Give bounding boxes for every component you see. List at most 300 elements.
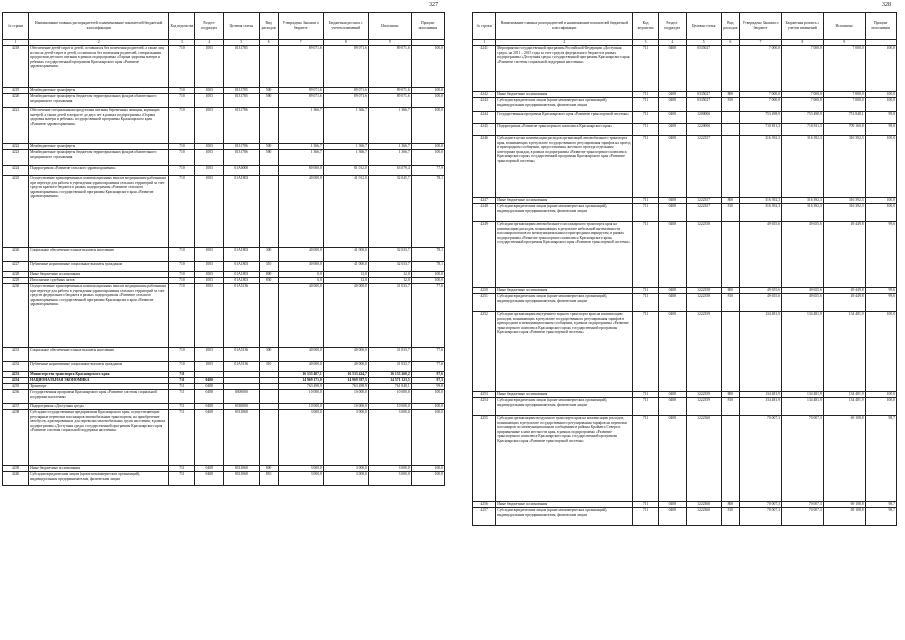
code-expense-type — [259, 108, 278, 144]
amount-budget-schedule: 10 000,0 — [323, 404, 368, 410]
code-target-article: 0335027 — [686, 46, 721, 92]
amount-executed: 134 481,9 — [823, 398, 865, 416]
column-number: 7 — [740, 40, 782, 46]
amount-budget-schedule: 14 969 387,5 — [323, 378, 368, 384]
code-expense-type: 830 — [259, 278, 278, 284]
header-cell: Код ведомства — [169, 13, 195, 40]
table-row — [3, 150, 445, 166]
amount-budget-schedule: 134 481,9 — [781, 392, 823, 398]
amount-executed: 134 481,9 — [823, 312, 865, 392]
column-number: 2 — [496, 40, 633, 46]
code-section: 1003 — [195, 150, 224, 166]
row-name: Иные бюджетные ассигнования — [496, 502, 633, 508]
row-name: Иные бюджетные ассигнования — [496, 392, 633, 398]
code-expense-type: 810 — [721, 204, 740, 222]
code-department: 710 — [169, 284, 195, 348]
percent-executed: 98,7 — [865, 502, 896, 508]
code-department: 710 — [169, 272, 195, 278]
table-row — [3, 284, 445, 348]
code-expense-type — [721, 46, 740, 92]
code-department: 711 — [633, 92, 659, 98]
row-name: Мероприятия государственной программы Российской Федерации «Доступная среда» на 2011 – 2015 годы за счет средств федерального бюджета в рамках подпрограммы «Доступная среда» государственной программы Красноярского края «Развитие системы социальной поддержки населения» — [496, 46, 633, 92]
percent-executed: 100,0 — [411, 404, 444, 410]
code-target-article: 1222360 — [686, 508, 721, 526]
percent-executed: 78,1 — [411, 248, 444, 262]
code-target-article: 01А1803 — [223, 262, 259, 272]
code-department: 710 — [169, 94, 195, 108]
code-target-article: 0131786 — [223, 108, 259, 144]
table-row — [3, 108, 445, 144]
amount-executed: 14 571 123,5 — [368, 378, 411, 384]
code-expense-type: 800 — [721, 288, 740, 294]
percent-executed: 78,1 — [411, 176, 444, 248]
code-department: 710 — [169, 362, 195, 372]
code-expense-type: 810 — [721, 508, 740, 526]
code-section: 0408 — [658, 204, 686, 222]
row-number: 4232 — [3, 362, 29, 372]
amount-executed: 89 071,6 — [368, 94, 411, 108]
amount-executed: 69 108,8 — [823, 508, 865, 526]
row-name: Подпрограмма «Развитие сельского здравоохранения» — [29, 166, 169, 176]
amount-executed: 63 079,4 — [368, 166, 411, 176]
amount-executed: 49 449,8 — [823, 222, 865, 288]
row-number: 4256 — [473, 502, 496, 508]
row-number: 4223 — [3, 150, 29, 166]
code-department: 710 — [169, 348, 195, 362]
row-name: Субсидии в целях компенсации расходов организаций автомобильного транспорта края, возникающих в результате государственного регулирования тарифов на проезд в пригородном сообщении, предоставления льготного проезда отдельным категориям граждан, в рамках подпрограммы «Развитие транспортного комплекса Красноярского края» государственной программы Красноярского края «Развитие транспортной системы» — [496, 136, 633, 198]
code-section: 0408 — [658, 222, 686, 288]
amount-budget-schedule: 49 655,6 — [781, 294, 823, 312]
row-number: 4254 — [473, 398, 496, 416]
table-row — [3, 166, 445, 176]
header-cell: Утверждено Законом о бюджете — [278, 13, 323, 40]
code-department: 710 — [169, 262, 195, 272]
amount-budget-schedule: 134 481,9 — [781, 398, 823, 416]
code-department: 711 — [169, 472, 195, 486]
code-section: 0408 — [658, 312, 686, 392]
code-target-article: 01А1803 — [223, 278, 259, 284]
code-expense-type — [259, 410, 278, 466]
amount-approved: 753 498,9 — [740, 112, 782, 124]
row-number: 4249 — [473, 222, 496, 288]
code-section: 0408 — [658, 288, 686, 294]
amount-executed: 10 000,0 — [368, 404, 411, 410]
amount-approved: 1 366,7 — [278, 144, 323, 150]
code-department: 710 — [169, 46, 195, 88]
row-name: Субсидии юридическим лицам (кроме некоммерческих организаций), индивидуальным предпринимателям, физическим лицам — [496, 98, 633, 112]
percent-executed: 100,0 — [411, 410, 444, 466]
amount-budget-schedule: 316 392,3 — [781, 136, 823, 198]
row-name: Обеспечение специальными продуктами питания беременных женщин, кормящих матерей, а также детей в возрасте до двух лет в рамках подпрограммы «Охрана здоровья матери и ребенка» государственной программы Красноярского края «Развитие здравоохранения» — [29, 108, 169, 144]
row-number: 4245 — [473, 124, 496, 136]
header-cell: Утверждено Законом о бюджете — [740, 13, 782, 40]
code-expense-type — [259, 390, 278, 404]
code-section: 1003 — [195, 262, 224, 272]
amount-executed: 316 392,3 — [823, 204, 865, 222]
code-expense-type: 810 — [259, 472, 278, 486]
amount-budget-schedule: 12,0 — [323, 278, 368, 284]
percent-executed: 100,0 — [411, 472, 444, 486]
code-expense-type: 800 — [721, 392, 740, 398]
row-name: Субсидии организациям воздушного транспорта края на компенсацию расходов, возникающих в результате государственного регулирования тарифов на перевозки пассажиров по межмуниципальным сообщениям в районы Крайнего Севера и приравненные к ним местности края, в рамках подпрограммы «Развитие транспортного комплекса Красноярского края» государственной программы Красноярского края «Развитие транспортной системы» — [496, 416, 633, 502]
percent-executed: 99,6 — [865, 222, 896, 288]
amount-executed: 7 000,0 — [823, 92, 865, 98]
table-body — [473, 46, 897, 526]
percent-executed: 100,0 — [411, 150, 444, 166]
amount-budget-schedule: 12,0 — [323, 272, 368, 278]
code-section: 0408 — [658, 294, 686, 312]
row-number: 4220 — [3, 94, 29, 108]
amount-budget-schedule: 41 000,0 — [323, 248, 368, 262]
row-name: Министерство транспорта Красноярского края — [29, 372, 169, 378]
percent-executed: 100,0 — [865, 204, 896, 222]
code-section: 0408 — [658, 198, 686, 204]
code-target-article: 1222358 — [686, 222, 721, 288]
code-department: 710 — [169, 108, 195, 144]
amount-approved: 40 000,0 — [278, 348, 323, 362]
percent-executed: 100,0 — [865, 398, 896, 416]
code-department: 711 — [633, 46, 659, 92]
amount-approved: 7 000,0 — [740, 46, 782, 92]
amount-approved: 14 969 171,0 — [278, 378, 323, 384]
code-expense-type — [259, 176, 278, 248]
table-row — [3, 472, 445, 486]
row-name: Межбюджетные трансферты — [29, 144, 169, 150]
row-name: Обеспечение детей-сирот и детей, оставшихся без попечения родителей, а также лиц из числа детей-сирот и детей, оставшихся без попечения родителей, специальными продуктами детского питания в рамках подпрограммы «Охрана здоровья матери и ребенка» государственной программы Красноярского края «Развитие здравоохранения» — [29, 46, 169, 88]
amount-executed: 3 000,0 — [368, 466, 411, 472]
percent-executed: 77,6 — [411, 348, 444, 362]
code-department: 711 — [633, 508, 659, 526]
row-number: 4240 — [3, 472, 29, 486]
amount-budget-schedule: 3 000,0 — [323, 466, 368, 472]
table-row — [3, 390, 445, 404]
column-number: 9 — [368, 40, 411, 46]
code-department: 710 — [169, 176, 195, 248]
table-row — [473, 312, 897, 392]
amount-budget-schedule: 70 007,3 — [781, 502, 823, 508]
code-section: 0408 — [658, 508, 686, 526]
column-number: 9 — [823, 40, 865, 46]
row-name: Публичные нормативные социальные выплаты гражданам — [29, 262, 169, 272]
percent-executed: 100,0 — [411, 108, 444, 144]
amount-budget-schedule: 710 811,3 — [781, 124, 823, 136]
amount-budget-schedule: 70 007,3 — [781, 508, 823, 526]
row-number: 4234 — [3, 378, 29, 384]
row-name: Подпрограмма «Доступная среда» — [29, 404, 169, 410]
row-number: 4235 — [3, 384, 29, 390]
amount-executed: 16 133 260,2 — [368, 372, 411, 378]
header-cell: Бюджетная роспись с учетом изменений — [323, 13, 368, 40]
amount-executed: 32 033,7 — [368, 248, 411, 262]
code-department: 711 — [633, 294, 659, 312]
code-target-article: 1222360 — [686, 502, 721, 508]
code-target-article: 1200000 — [686, 112, 721, 124]
amount-budget-schedule: 316 392,3 — [781, 204, 823, 222]
code-section: 1003 — [195, 248, 224, 262]
column-number: 7 — [278, 40, 323, 46]
row-name: Осуществление единовременных компенсационных выплат медицинским работникам при переезде для работы в учреждения здравоохранения сельских территорий за счет средств федерального бюджета в рамках подпрограммы «Развитие сельского здравоохранения» государственной программы Красноярского края «Развитие здравоохранения» — [29, 284, 169, 348]
column-number: 4 — [658, 40, 686, 46]
table-body — [3, 46, 445, 486]
amount-executed: 32 045,7 — [368, 176, 411, 248]
row-number: 4236 — [3, 390, 29, 404]
code-expense-type: 310 — [259, 362, 278, 372]
amount-budget-schedule: 89 071,6 — [323, 88, 368, 94]
table-row — [473, 416, 897, 502]
amount-executed: 709 160,8 — [823, 124, 865, 136]
code-department: 711 — [169, 378, 195, 384]
code-expense-type — [721, 312, 740, 392]
header-cell: № строки — [473, 13, 496, 40]
code-expense-type — [721, 136, 740, 198]
column-number: 8 — [781, 40, 823, 46]
code-target-article: 01А5136 — [223, 362, 259, 372]
amount-budget-schedule: 89 071,6 — [323, 46, 368, 88]
amount-approved: 134 481,9 — [740, 312, 782, 392]
table-row — [473, 46, 897, 92]
amount-budget-schedule: 7 000,0 — [781, 98, 823, 112]
code-section: 0408 — [195, 410, 224, 466]
amount-budget-schedule: 3 000,0 — [323, 472, 368, 486]
table-row — [473, 124, 897, 136]
percent-executed: 100,0 — [411, 390, 444, 404]
row-name: Субсидии юридическим лицам (кроме некоммерческих организаций), индивидуальным предпринимателям, физическим лицам — [496, 294, 633, 312]
amount-approved: 134 481,9 — [740, 398, 782, 416]
code-section: 0408 — [195, 384, 224, 390]
header-cell: № строки — [3, 13, 29, 40]
code-expense-type — [721, 124, 740, 136]
row-name: Межбюджетные трансферты — [29, 88, 169, 94]
code-department: 711 — [633, 112, 659, 124]
amount-executed: 7 000,0 — [823, 46, 865, 92]
row-number: 4218 — [3, 46, 29, 88]
row-number: 4230 — [3, 284, 29, 348]
amount-budget-schedule: 7 000,0 — [781, 46, 823, 92]
row-name: Субсидии юридическим лицам (кроме некоммерческих организаций), индивидуальным предпринимателям, физическим лицам — [496, 508, 633, 526]
code-target-article: 1222359 — [686, 392, 721, 398]
column-number: 1 — [3, 40, 29, 46]
header-cell: Раздел-подраздел — [658, 13, 686, 40]
code-target-article: 1222358 — [686, 294, 721, 312]
code-target-article: 01А5136 — [223, 284, 259, 348]
row-name: Субсидии юридическим лицам (кроме некоммерческих организаций), индивидуальным предпринимателям, физическим лицам — [496, 204, 633, 222]
code-expense-type: 310 — [259, 262, 278, 272]
amount-executed: 3 000,0 — [368, 410, 411, 466]
code-department: 711 — [633, 502, 659, 508]
code-section: 1003 — [195, 362, 224, 372]
table-row — [3, 176, 445, 248]
column-number: 1 — [473, 40, 496, 46]
amount-executed: 89 071,6 — [368, 88, 411, 94]
row-name: Иные бюджетные ассигнования — [496, 288, 633, 294]
row-number: 4222 — [3, 144, 29, 150]
table-row — [473, 136, 897, 198]
code-section: 0408 — [658, 112, 686, 124]
row-name: Иные бюджетные ассигнования — [496, 198, 633, 204]
code-section: 0408 — [658, 392, 686, 398]
amount-budget-schedule: 40 000,0 — [323, 284, 368, 348]
percent-executed: 78,1 — [411, 262, 444, 272]
code-section: 1003 — [195, 176, 224, 248]
percent-executed: 100,0 — [411, 94, 444, 108]
code-target-article: 0331068 — [223, 410, 259, 466]
code-section: 0408 — [658, 98, 686, 112]
header-cell: Вид расходов — [259, 13, 278, 40]
code-expense-type: 810 — [721, 294, 740, 312]
amount-approved: 710 811,3 — [740, 124, 782, 136]
code-expense-type — [721, 416, 740, 502]
code-target-article: 0131786 — [223, 150, 259, 166]
amount-executed: 316 392,3 — [823, 198, 865, 204]
amount-executed: 3 000,0 — [368, 472, 411, 486]
code-section: 0408 — [195, 404, 224, 410]
amount-executed: 12,0 — [368, 278, 411, 284]
code-target-article: 1222359 — [686, 398, 721, 416]
code-department: 711 — [169, 404, 195, 410]
amount-budget-schedule: 3 000,0 — [323, 410, 368, 466]
amount-executed: 1 366,7 — [368, 144, 411, 150]
row-number: 4226 — [3, 248, 29, 262]
amount-approved: 1 366,7 — [278, 108, 323, 144]
table-row — [473, 222, 897, 288]
table-row — [473, 112, 897, 124]
row-number: 4219 — [3, 88, 29, 94]
row-name: Межбюджетные трансферты бюджетам территориальных фондов обязательного медицинского страхования — [29, 94, 169, 108]
code-department: 710 — [169, 150, 195, 166]
code-department: 711 — [633, 98, 659, 112]
header-cell: Раздел-подраздел — [195, 13, 224, 40]
code-section: 1003 — [195, 166, 224, 176]
code-expense-type: 800 — [721, 502, 740, 508]
row-number: 4224 — [3, 166, 29, 176]
row-number: 4244 — [473, 112, 496, 124]
percent-executed: 100,0 — [865, 392, 896, 398]
amount-executed: 1 366,7 — [368, 150, 411, 166]
code-section: 1003 — [195, 278, 224, 284]
code-expense-type — [721, 222, 740, 288]
amount-executed: 69 108,8 — [823, 416, 865, 502]
table-row — [473, 508, 897, 526]
header-cell: Вид расходов — [721, 13, 740, 40]
percent-executed: 77,6 — [411, 362, 444, 372]
code-target-article: 0300000 — [223, 390, 259, 404]
amount-approved: 49 655,6 — [740, 222, 782, 288]
budget-table — [472, 12, 897, 526]
page-number: 328 — [882, 2, 891, 8]
code-target-article: 1222359 — [686, 312, 721, 392]
code-department: 711 — [169, 466, 195, 472]
row-number: 4250 — [473, 288, 496, 294]
code-expense-type: 500 — [259, 88, 278, 94]
row-number: 4251 — [473, 294, 496, 312]
amount-approved: 16 533 407,1 — [278, 372, 323, 378]
header-cell: Код ведомства — [633, 13, 659, 40]
percent-executed: 99,8 — [865, 112, 896, 124]
amount-approved: 3 000,0 — [278, 410, 323, 466]
table-row — [3, 262, 445, 272]
code-target-article: 0331068 — [223, 466, 259, 472]
amount-budget-schedule: 763 498,9 — [323, 384, 368, 390]
percent-executed: 77,9 — [411, 166, 444, 176]
amount-executed: 316 392,3 — [823, 136, 865, 198]
table-row — [3, 46, 445, 88]
code-expense-type: 800 — [721, 198, 740, 204]
code-department: 711 — [633, 416, 659, 502]
percent-executed: 100,0 — [865, 312, 896, 392]
code-section: 1003 — [195, 88, 224, 94]
code-department: 711 — [633, 198, 659, 204]
row-name: Государственная программа Красноярского края «Развитие транспортной системы» — [496, 112, 633, 124]
amount-approved: 89 071,6 — [278, 88, 323, 94]
row-name: Субсидии государственным предприятиям Красноярского края, осуществляющим регулярные перевозки пассажиров автомобильным транспортом, на приобретение автобусов, адаптированных для перевозки маломобильных групп населения, в рамках подпрограммы «Доступная среда» государственной программы Красноярского края «Развитие системы социальной поддержки населения» — [29, 410, 169, 466]
code-expense-type: 580 — [259, 94, 278, 108]
table-row — [473, 294, 897, 312]
row-number: 4241 — [473, 46, 496, 92]
code-section: 0408 — [658, 92, 686, 98]
code-expense-type: 800 — [259, 272, 278, 278]
code-section: 1003 — [195, 144, 224, 150]
amount-budget-schedule: 70 007,3 — [781, 416, 823, 502]
table-row — [3, 410, 445, 466]
code-section: 0408 — [658, 124, 686, 136]
percent-executed: 100,0 — [411, 88, 444, 94]
amount-approved: 49 655,6 — [740, 288, 782, 294]
code-target-article: 01А1803 — [223, 272, 259, 278]
amount-approved: 10 000,0 — [278, 404, 323, 410]
header-cell: Процент исполнения — [865, 13, 896, 40]
code-target-article: 01А0000 — [223, 166, 259, 176]
percent-executed: 100,0 — [411, 466, 444, 472]
column-number: 6 — [721, 40, 740, 46]
amount-executed: 49 449,8 — [823, 288, 865, 294]
percent-executed: 100,0 — [411, 278, 444, 284]
percent-executed: 97,3 — [411, 378, 444, 384]
row-name: НАЦИОНАЛЬНАЯ ЭКОНОМИКА — [29, 378, 169, 384]
table-row — [473, 204, 897, 222]
percent-executed: 100,0 — [865, 46, 896, 92]
code-section: 1003 — [195, 108, 224, 144]
amount-approved: 763 498,9 — [278, 384, 323, 390]
code-expense-type — [259, 46, 278, 88]
row-name: Исполнение судебных актов — [29, 278, 169, 284]
percent-executed: 100,0 — [865, 136, 896, 198]
code-department: 710 — [169, 278, 195, 284]
code-target-article: 1222357 — [686, 198, 721, 204]
row-name: Осуществление единовременных компенсационных выплат медицинским работникам при переезде для работы в учреждения здравоохранения сельских территорий за счет средств краевого бюджета в рамках подпрограммы «Развитие сельского здравоохранения» государственной программы Красноярского края «Развитие здравоохранения» — [29, 176, 169, 248]
percent-executed: 77,6 — [411, 284, 444, 348]
code-section: 0408 — [195, 390, 224, 404]
code-target-article: 0335027 — [686, 92, 721, 98]
code-expense-type: 300 — [259, 348, 278, 362]
column-number: 5 — [223, 40, 259, 46]
code-target-article: 0330000 — [223, 404, 259, 410]
row-number: 4252 — [473, 312, 496, 392]
percent-executed: 97,6 — [411, 372, 444, 378]
amount-executed: 49 449,8 — [823, 294, 865, 312]
code-department: 711 — [633, 222, 659, 288]
amount-approved: 7 000,0 — [740, 92, 782, 98]
column-number: 3 — [633, 40, 659, 46]
code-section: 1003 — [195, 284, 224, 348]
code-expense-type: 810 — [721, 398, 740, 416]
percent-executed: 99,8 — [865, 124, 896, 136]
code-expense-type — [721, 112, 740, 124]
header-cell: Целевая статья — [223, 13, 259, 40]
amount-budget-schedule: 16 533 424,7 — [323, 372, 368, 378]
row-name: Иные бюджетные ассигнования — [29, 272, 169, 278]
row-number: 4243 — [473, 98, 496, 112]
code-target-article: 0131785 — [223, 88, 259, 94]
